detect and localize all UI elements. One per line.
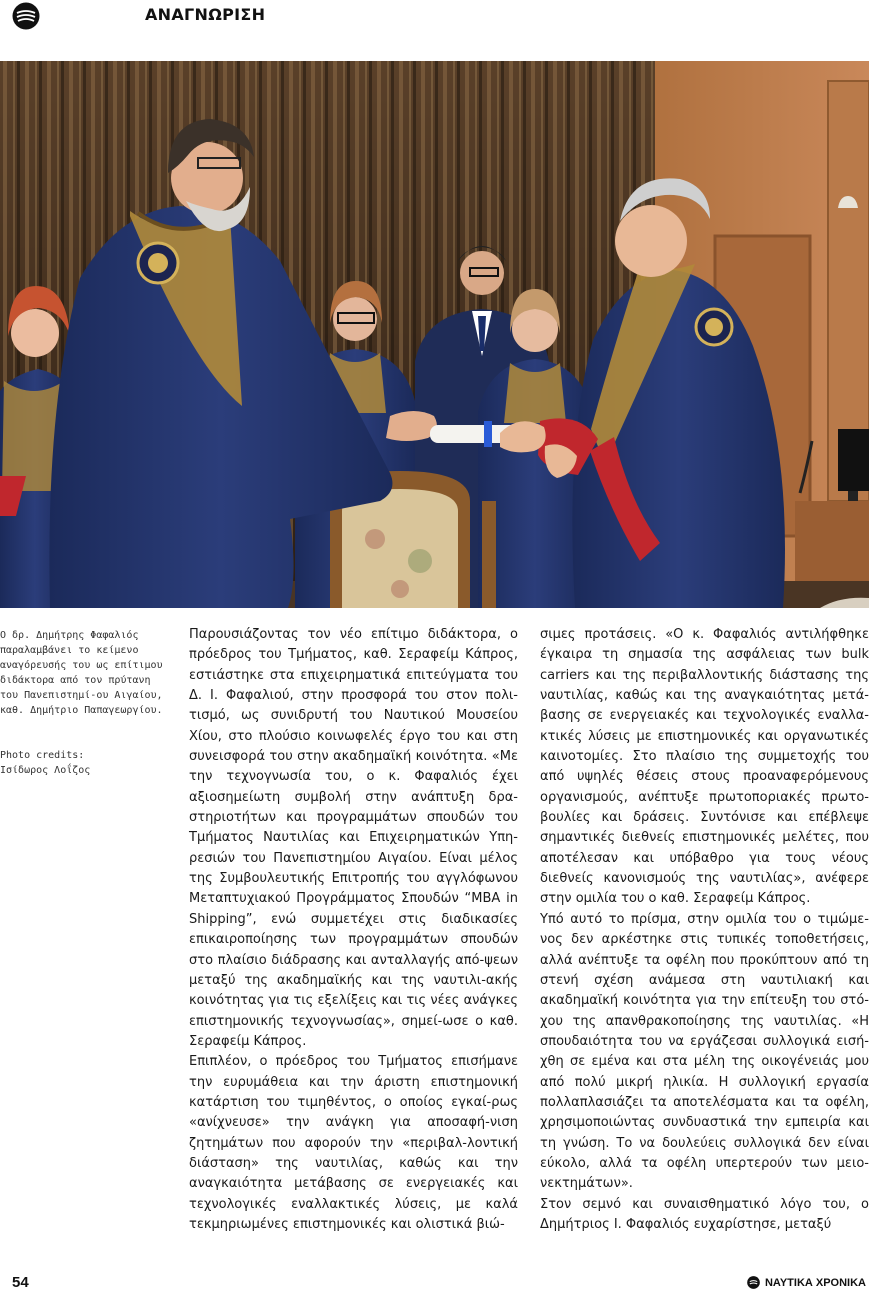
article-paragraph: Υπό αυτό το πρίσμα, στην ομιλία του ο τιμώμε-νος δεν αρκέστηκε στις τυπικές τοποθετήσεις, αλλά ανέπτυξε τα οφέλη που προκύπτουν από τη στενή σχέση ανάμεσα στη ναυτιλιακή και ακαδημαϊκή κοινότητα για την επίτευξη του στό-χου της απανθρακοποίησης της ναυτιλίας. «Η σπουδαιότητα του να εργάζεσαι συλλογικά εισή-χθη σε εμένα και στα μέλη της οικογένειάς μου από πολύ μικρή ηλικία. Η συλλογική εργασία πολλαπλασιάζει τα αποτελέσματα και τα οφέλη, χρησιμοποιώντας συνδυαστικά την εμπειρία και τη γνώση. Το να δουλεύεις συλλογικά δεν είναι εύκολο, αλλά τα οφέλη υπερτερούν των μειο-νεκτημάτων». <box>540 911 869 1192</box>
photo-credits-label: Photo credits: <box>0 750 85 761</box>
photo-caption <box>0 628 172 778</box>
article-paragraph: σιμες προτάσεις. «Ο κ. Φαφαλιός αντιλήφθηκε έγκαιρα τη σημασία της ασφάλειας των bulk carriers και της περιβαλλοντικής διάστασης της ναυτιλίας, καθώς και της αναγκαιότητας μετά-βασης σε ενεργειακές και τεχνολογικές εναλλα-κτικές λύσεις με επιστημονικές και οργανωτικές καινοτομίες. Στο πλαίσιο της συμμετοχής του από υψηλές θέσεις στους προαναφερόμενους οργανισμούς, ανέπτυξε πρωτοποριακές πρωτο-βουλίες και δράσεις. Συντόνισε και επέβλεψε σημαντικές διεθνείς επιστημονικές μελέτες, που αποτέλεσαν και υπόβαθρο για τους νέους διεθνείς κανονισμούς της ναυτιλίας», ανέφερε στην ομιλία του ο καθ. Σεραφείμ Κάπρος. <box>540 627 869 907</box>
article-column-2 <box>540 625 869 1235</box>
section-title: ΑΝΑΓΝΩΡΙΣΗ <box>145 5 266 24</box>
caption-text: Ο δρ. Δημήτρης Φαφαλιός παραλαμβάνει το κείμενο αναγόρευσής του ως επίτιμου διδάκτορα από τον πρύτανη του Πανεπιστημί-ου Αιγαίου, καθ. Δημήτριο Παπαγεωργίου. <box>0 630 163 716</box>
article-paragraph: Στον σεμνό και συναισθηματικό λόγο του, ο Δημήτριος Ι. Φαφαλιός ευχαρίστησε, μεταξύ <box>540 1196 869 1232</box>
footer-brand-name: ΝΑΥΤΙΚΑ ΧΡΟΝΙΚΑ <box>764 1276 866 1289</box>
brand-logo-icon <box>12 2 40 30</box>
ceremony-photo-icon <box>0 61 869 608</box>
footer-brand <box>747 1276 866 1289</box>
page-number: 54 <box>12 1274 29 1291</box>
article-paragraph: Παρουσιάζοντας τον νέο επίτιμο διδάκτορα, ο πρόεδρος του Τμήματος, καθ. Σεραφείμ Κάπρος, εστιάστηκε στα επιχειρηματικά επιτεύγματα του Δ. Ι. Φαφαλιού, στην προσφορά του στον πολι-τισμό, ως συνιδρυτή του Ναυτικού Μουσείου Χίου, στο πλούσιο κοινωφελές έργο του και στη συνεισφορά του στην ακαδημαϊκή κοινότητα. «Με την τεχνογνωσία του, ο κ. Φαφαλιός έχει αξιοσημείωτη συμβολή στην ανάπτυξη δρα-στηριοτήτων και προγραμμάτων σπουδών του Τμήματος Ναυτιλίας και Επιχειρηματικών Υπη-ρεσιών του Πανεπιστημίου Αιγαίου. Είναι μέλος της Συμβουλευτικής Επιτροπής του αγγλόφωνου Μεταπτυχιακού Προγράμματος Σπουδών “MBA in Shipping”, ενώ συμμετέχει στις διαδικασίες επικαιροποίησης των προγραμμάτων σπουδών στο πλαίσιο διάδρασης και ανταλλαγής από-ψεων μεταξύ της ακαδημαϊκής και της ναυτιλι-ακής κοινότητας για τις εξελίξεις και τις νέες ανάγκες επιστημονικής τεχνογνωσίας», σημεί-ωσε ο καθ. Σεραφείμ Κάπρος. <box>189 627 518 1049</box>
footer-logo-icon <box>747 1276 760 1289</box>
article-paragraph: Επιπλέον, ο πρόεδρος του Τμήματος επισήμανε την ευρυμάθεια και την άριστη επιστημονική κατάρτιση του τιμηθέντος, ο οποίος εγκαί-ρως «ανίχνευσε» την ανάγκη για αποσαφή-νιση ζητημάτων που αφορούν την «περιβαλ-λοντική διάσταση» της ναυτιλίας, καθώς και την αναγκαιότητα μετάβασης σε ενεργειακές και τεχνολογικές εναλλακτικές λύσεις, με καλά τεκμηριωμένες επιστημονικές και ολιστικά βιώ- <box>189 1054 518 1232</box>
article-column-1 <box>189 625 518 1235</box>
photo-credits-name: Ισίδωρος Λοΐζος <box>0 765 91 776</box>
